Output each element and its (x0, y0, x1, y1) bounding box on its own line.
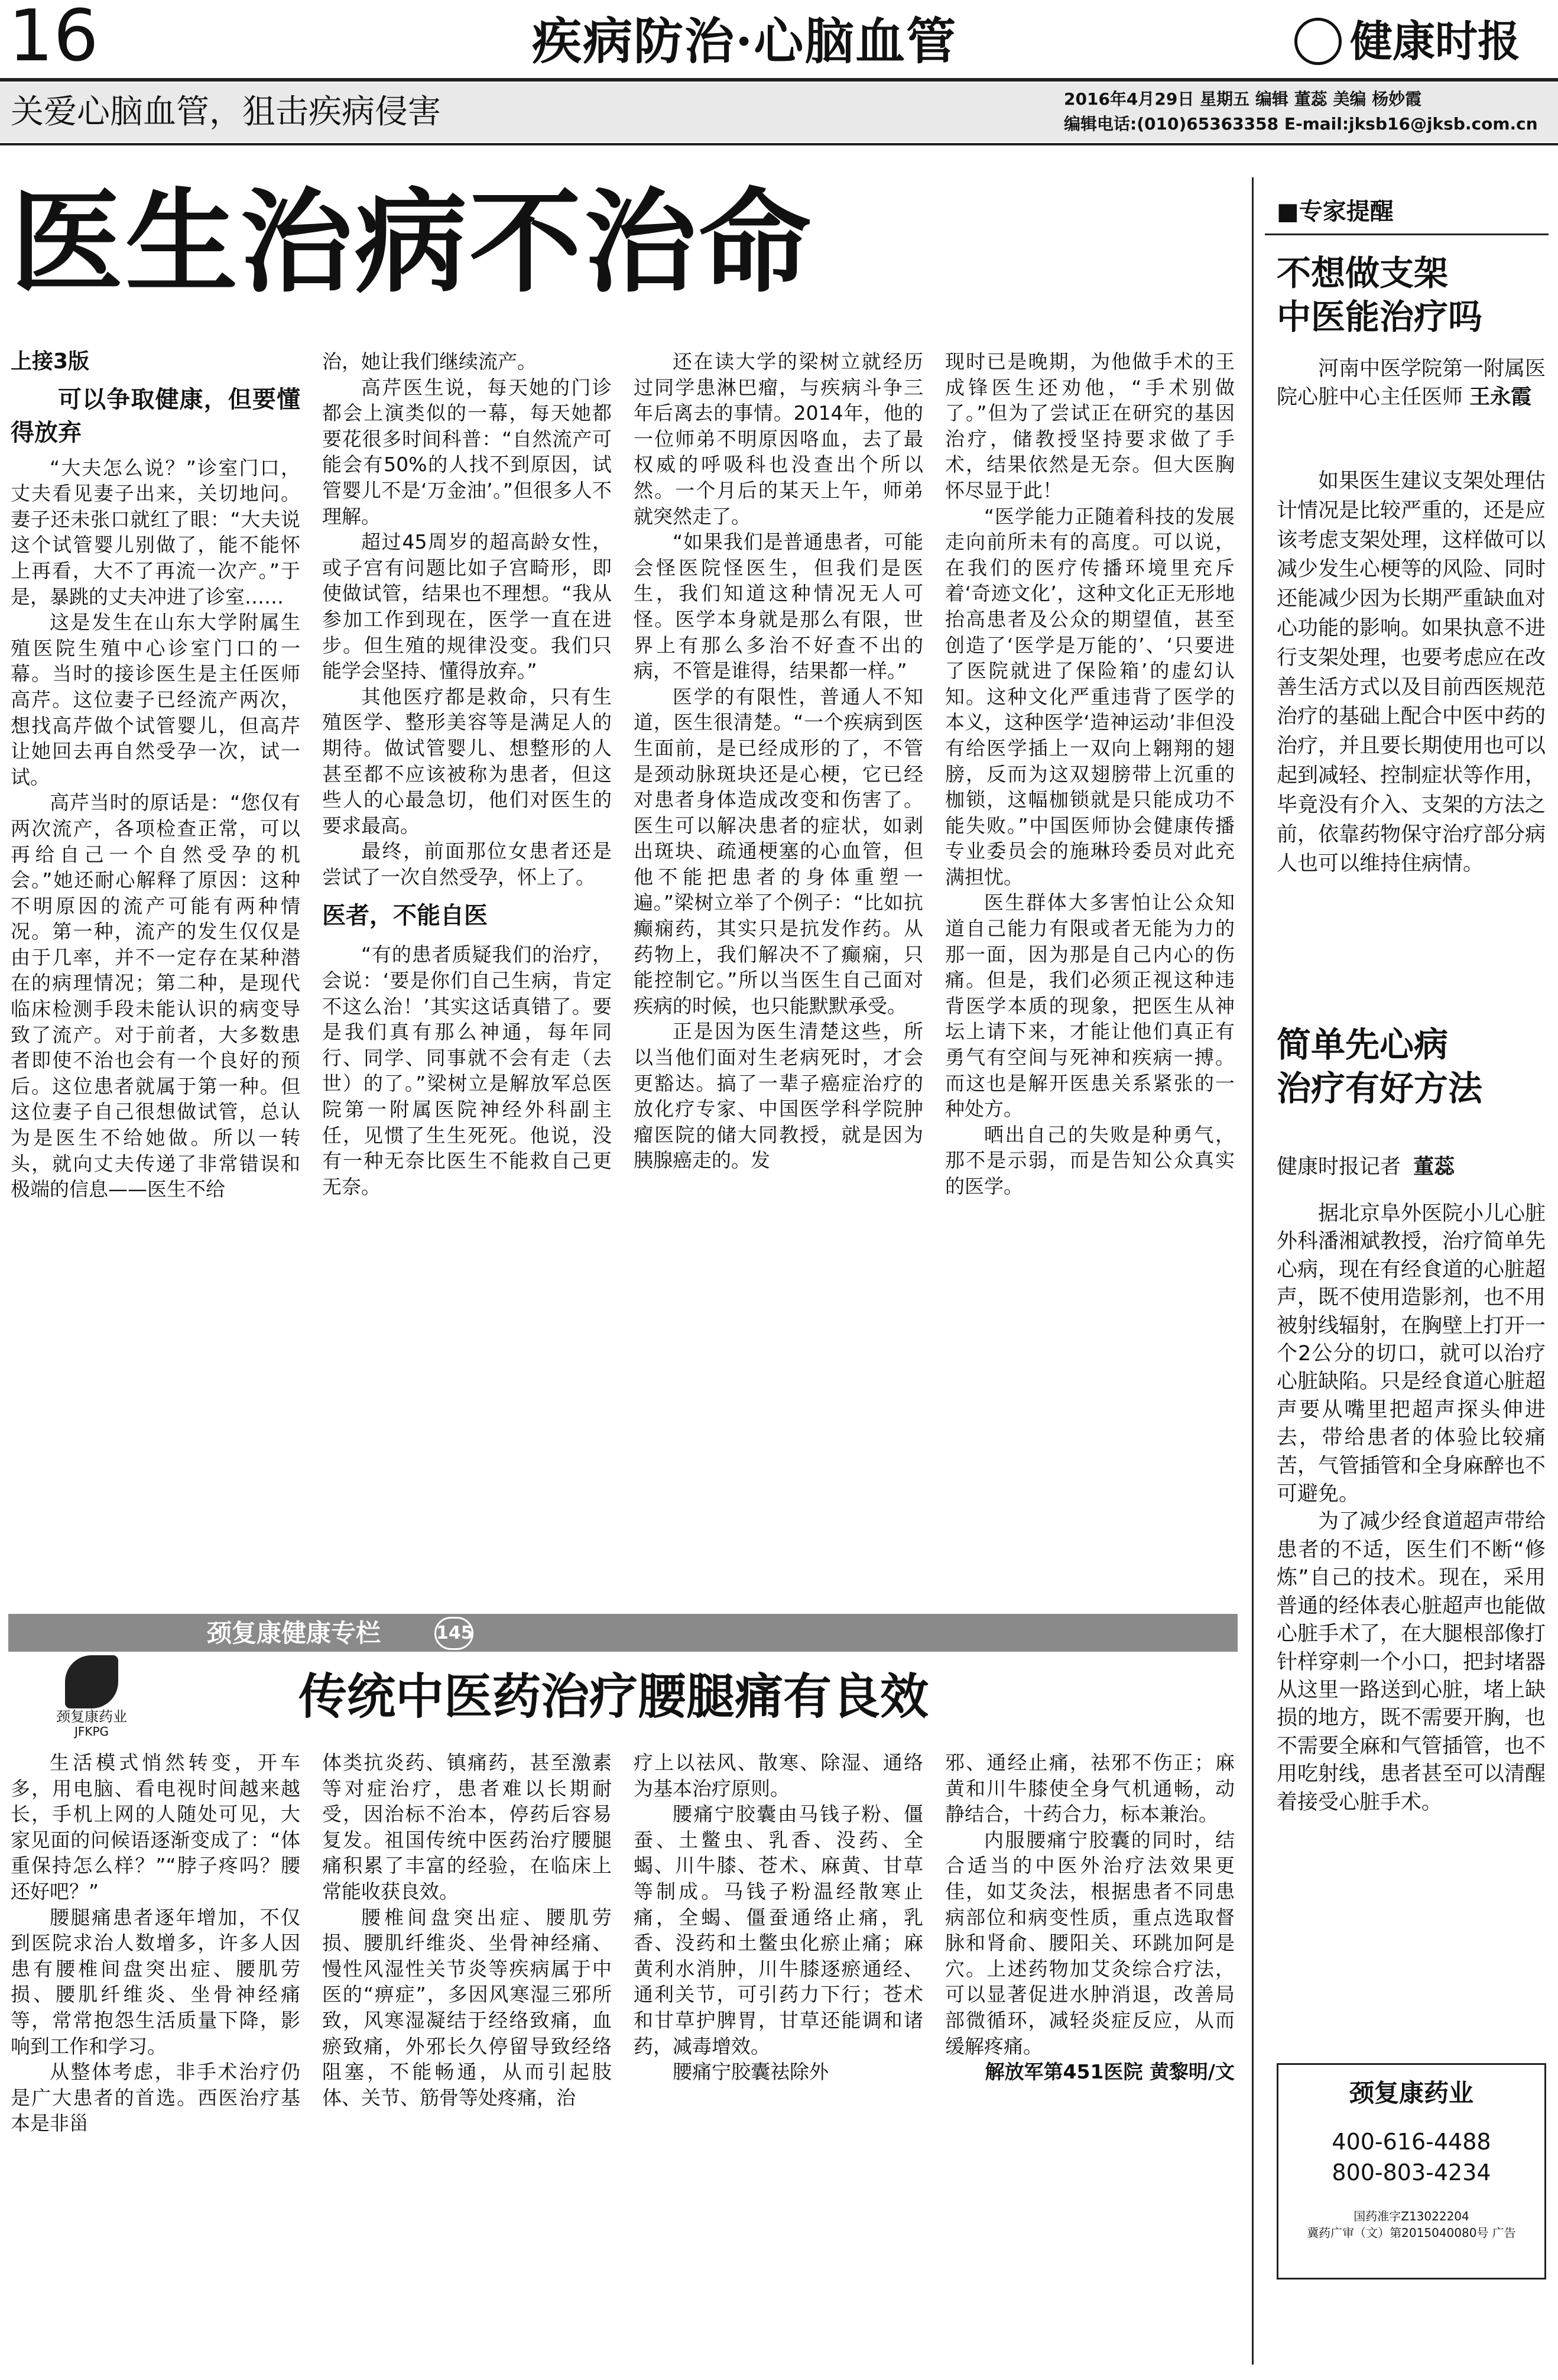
paragraph: 腰椎间盘突出症、腰肌劳损、腰肌纤维炎、坐骨神经痛、慢性风湿性关节炎等疾病属于中医的“痹症”，多因风寒湿三邪所致，风寒湿凝结于经络致痛，血瘀致痛，外邪长久停留导致经络阻塞，不能畅通，从而引起肢体、关节、筋骨等处疼痛，治 (322, 1905, 612, 2109)
section-title: 疾病防治·心脑血管 (532, 12, 957, 70)
subhead-2: 医者，不能自医 (322, 902, 488, 930)
headline-line: 中医能治疗吗 (1277, 297, 1483, 337)
editor-contact: 编辑电话:(010)65363358 E-mail:jksb16@jksb.com.cn (1064, 114, 1538, 134)
masthead-logo-icon (1294, 18, 1342, 65)
main-headline: 医生治病不治命 (11, 176, 814, 308)
sidebar-article1-author (1277, 355, 1546, 411)
paragraph: 邪、通经止痛，祛邪不伤正；麻黄和川牛膝使全身气机通畅，动静结合，十药合力，标本兼治。 (945, 1751, 1235, 1826)
sidebar-article2-body (1277, 1200, 1546, 2051)
author-intro: 河南中医学院第一附属医院心脏中心主任医师 (1277, 357, 1546, 409)
author-name: 王永霞 (1469, 385, 1532, 409)
paragraph: 体类抗炎药、镇痛药，甚至激素等对症治疗，患者难以长期耐受，因治标不治本，停药后容易复发。祖国传统中医药治疗腰腿痛积累了丰富的经验，在临床上常能收获良效。 (322, 1751, 612, 1903)
sidebar-article2-headline (1277, 1023, 1543, 1110)
column-col-2 (322, 1750, 612, 2365)
column-banner-number: 145 (434, 1617, 473, 1650)
paragraph: “大夫怎么说？”诊室门口，丈夫看见妻子出来，关切地问。妻子还未张口就红了眼：“大夫说这个试管婴儿别做了，能不能怀上再看，大不了再流一次产。”于是，暴跳的丈夫冲进了诊室…… (11, 456, 300, 608)
ad-approval: 国药准字Z13022204 (1353, 2209, 1469, 2223)
reporter-name: 董蕊 (1413, 1155, 1455, 1179)
paragraph: 这是发生在山东大学附属生殖医院生殖中心诊室门口的一幕。当时的接诊医生是主任医师高芹。这位妻子已经流产两次，想找高芹做个试管婴儿，但高芹让她回去再自然受孕一次，试一试。 (11, 611, 300, 789)
paragraph: 超过45周岁的超高龄女性，或子宫有问题比如子宫畸形，即使做试管，结果也不理想。“我从参加工作到现在，医学一直在进步。但生殖的规律没变。我们只能学会坚持、懂得放弃。” (322, 530, 612, 683)
paragraph: 为了减少经食道超声带给患者的不适，医生们不断“修炼”自己的技术。现在，采用普通的经体表心脏超声也能做心脏手术了，在大腿根部像打针样穿刺一个小口，把封堵器从这里一路送到心脏，堵上缺损的地方，既不需要开胸，也不需要全麻和气管插管，也不用吃射线，患者甚至可以清醒着接受心脏手术。 (1277, 1510, 1546, 1814)
column-logo-icon (65, 1655, 118, 1708)
headline-line: 不想做支架 (1277, 253, 1449, 293)
column-banner-bar (8, 1614, 1238, 1652)
column-col-3 (634, 1750, 923, 2365)
sidebar-section-label: ■专家提醒 (1277, 198, 1394, 225)
slogan: 关爱心脑血管，狙击疾病侵害 (11, 93, 441, 131)
paragraph: 腰痛宁胶囊祛除外 (673, 2060, 829, 2084)
reporter-label: 健康时报记者 (1277, 1155, 1401, 1179)
sidebar-article2-reporter (1277, 1153, 1455, 1181)
paragraph: 其他医疗都是救命，只有生殖医学、整形美容等是满足人的期待。做试管婴儿、想整形的人甚至都不应该被称为患者，但这些人的心最急切，他们对医生的要求最高。 (322, 685, 612, 837)
column-headline: 传统中医药治疗腰腿痛有良效 (298, 1668, 929, 1725)
date-editors: 2016年4月29日 星期五 编辑 董蕊 美编 杨妙霞 (1064, 89, 1422, 109)
sidebar-article1-headline (1277, 251, 1543, 339)
paragraph: 生活模式悄然转变，开车多，用电脑、看电视时间越来越长，手机上网的人随处可见，大家见面的问候语逐渐变成了：“体重保持怎么样？”“脖子疼吗？腰还好吧？” (11, 1751, 300, 1903)
paragraph: “如果我们是普通患者，可能会怪医院怪医生，但我们是医生，我们知道这种情况无人可怪。医学本身就是那么有限，世界上有那么多治不好查不出的病，不管是谁得，结果都一样。” (634, 530, 923, 683)
paragraph: 治，她让我们继续流产。 (322, 350, 537, 373)
paragraph: 还在读大学的梁树立就经历过同学患淋巴瘤，与疾病斗争三年后离去的事情。2014年，他的一位师弟不明原因咯血，去了最权威的呼吸科也没查出个所以然。一个月后的某天上午，师弟就突然走了。 (634, 350, 923, 528)
column-col-1 (11, 1750, 300, 2365)
ad-brand: 颈复康药业 (1349, 2079, 1473, 2107)
paragraph: 晒出自己的失败是种勇气，那不是示弱，而是告知公众真实的医学。 (945, 1123, 1235, 1198)
paragraph: 疗上以祛风、散寒、除湿、通络为基本治疗原则。 (634, 1751, 923, 1800)
page-number: 16 (8, 0, 99, 77)
headline-line: 治疗有好方法 (1277, 1068, 1483, 1108)
column-logo-sub: JFKPG (74, 1724, 109, 1739)
column-banner-label: 颈复康健康专栏 (207, 1619, 381, 1648)
masthead-logo-text: 健康时报 (1350, 17, 1521, 66)
column-col-4 (945, 1750, 1235, 2365)
paragraph: 高芹医生说，每天她的门诊都会上演类似的一幕，每天她都要花很多时间科普：“自然流产可能会有50%的人找不到原因，试管婴儿不是‘万金油’。”但很多人不理解。 (322, 375, 612, 528)
sidebar-article1-body (1277, 467, 1546, 1011)
paragraph: “有的患者质疑我们的治疗，会说：‘要是你们自己生病，肯定不这么治！’其实这话真错了。要是我们真有那么神通，每年同行、同学、同事就不会有走（去世）的了。”梁树立是解放军总医院第一附属医院神经外科副主任，见惯了生生死死。他说，没有一种无奈比医生不能救自己更无奈。 (322, 943, 612, 1198)
column-logo (24, 1655, 160, 1738)
column-logo-text: 颈复康药业 (56, 1708, 127, 1725)
paragraph: 腰痛宁胶囊由马钱子粉、僵蚕、土鳖虫、乳香、没药、全蝎、川牛膝、苍术、麻黄、甘草等制成。马钱子粉温经散寒止痛，全蝎、僵蚕通络止痛，乳香、没药和土鳖虫化瘀止痛；麻黄利水消肿，川牛膝逐瘀通经、通利关节，可引药力下行；苍术和甘草护脾胃，甘草还能调和诸药，减毒增效。 (634, 1802, 923, 2058)
headline-line: 简单先心病 (1277, 1024, 1449, 1065)
main-col-4 (945, 349, 1235, 1590)
continued-from: 上接3版 (11, 349, 90, 374)
paragraph: 医学的有限性，普通人不知道，医生很清楚。“一个疾病到医生面前，是已经成形的了，不管是颈动脉斑块还是心梗，它已经对患者身体造成改变和伤害了。医生可以解决患者的症状，如剥出斑块、疏通梗塞的心血管，但他不能把患者的身体重塑一遍。”梁树立举了个例子：“比如抗癫痫药，其实只是抗发作药。从药物上，我们解决不了癫痫，只能控制它。”所以当医生自己面对疾病的时候，也只能默默承受。 (634, 685, 923, 1017)
paragraph: 内服腰痛宁胶囊的同时，结合适当的中医外治疗法效果更佳，如艾灸法，根据患者不同患病部位和病变性质，重点选取督脉和肾俞、腰阳关、环跳加阿是穴。上述药物加艾灸综合疗法，可以显著促进水肿消退，改善局部微循环，减轻炎症反应，从而缓解疼痛。 (945, 1828, 1235, 2058)
paragraph: “医学能力正随着科技的发展走向前所未有的高度。可以说，在我们的医疗传播环境里充斥着‘奇迹文化’，这种文化正无形地抬高患者及公众的期望值，甚至创造了‘医学是万能的’、‘只要进了医院就进了保险箱’的虚幻认知。这种文化严重违背了医学的本义，这种医学‘造神运动’非但没有给医学插上一双向上翱翔的翅膀，反而为这双翅膀带上沉重的枷锁，这幅枷锁就是只能成功不能失败。”中国医师协会健康传播专业委员会的施琳玲委员对此充满担忧。 (945, 504, 1235, 889)
main-col-1 (11, 349, 300, 1590)
paragraph: 高芹当时的原话是：“您仅有两次流产，各项检查正常，可以再给自己一个自然受孕的机会。”她还耐心解释了原因：这种不明原因的流产可能有两种情况。第一种，流产的发生仅仅是由于几率，并不一定存在某种潜在的病理情况；第二种，是现代临床检测手段未能认识的病变导致了流产。对于前者，大多数患者即使不治也会有一个良好的预后。这位患者就属于第一种。但这位妻子自己很想做试管，总认为是医生不给她做。所以一转头，就向丈夫传递了非常错误和极端的信息——医生不给 (11, 791, 300, 1201)
ad-license: 冀药广审（文）第2015040080号 广告 (1307, 2226, 1516, 2240)
ad-phone: 400-616-4488 (1332, 2129, 1491, 2155)
main-col-2 (322, 349, 612, 1590)
masthead-logo (1294, 12, 1520, 71)
paragraph: 如果医生建议支架处理估计情况是比较严重的，还是应该考虑支架处理，这样做可以减少发生心梗等的风险、同时还能减少因为长期严重缺血对心功能的影响。如果执意不进行支架处理，也要考虑应在改善生活方式以及目前西医规范治疗的基础上配合中医中药的治疗，并且要长期使用也可以起到减轻、控制症状等作用，毕竟没有介入、支架的方法之前，依靠药物保守治疗部分病人也可以维持住病情。 (1277, 469, 1546, 876)
paragraph: 据北京阜外医院小儿心脏外科潘湘斌教授，治疗简单先心病，现在有经食道的心脏超声，既不使用造影剂，也不用被射线辐射，在胸壁上打开一个2公分的切口，就可以治疗心脏缺陷。只是经食道心脏超声要从嘴里把超声探头伸进去，带给患者的体验比较痛苦，气管插管和全身麻醉也不可避免。 (1277, 1202, 1546, 1506)
ad-box (1277, 2063, 1546, 2280)
column-byline: 解放军第451医院 黄黎明/文 (985, 2060, 1235, 2084)
paragraph: 现时已是晚期，为他做手术的王成锋医生还劝他，“手术别做了。”但为了尝试正在研究的基因治疗，储教授坚持要求做了手术，结果依然是无奈。但大医胸怀尽显于此！ (945, 350, 1235, 502)
main-col-3 (634, 349, 923, 1590)
subhead-1: 可以争取健康，但要懂得放弃 (11, 385, 300, 446)
paragraph: 医生群体大多害怕让公众知道自己能力有限或者无能为力的那一面，因为那是自己内心的伤痛。但是，我们必须正视这种违背医学本质的现象，把医生从神坛上请下来，才能让他们真正有勇气有空间与死神和疾病一搏。而这也是解开医患关系紧张的一种处方。 (945, 891, 1235, 1121)
ad-phone: 800-803-4234 (1332, 2159, 1491, 2186)
paragraph: 腰腿痛患者逐年增加，不仅到医院求治人数增多，许多人因患有腰椎间盘突出症、腰肌劳损、腰肌纤维炎、坐骨神经痛等，常常抱怨生活质量下降，影响到工作和学习。 (11, 1905, 300, 2058)
paragraph: 从整体考虑，非手术治疗仍是广大患者的首选。西医治疗基本是非甾 (11, 2060, 300, 2135)
paragraph: 最终，前面那位女患者还是尝试了一次自然受孕，怀上了。 (322, 839, 612, 889)
paragraph: 正是因为医生清楚这些，所以当他们面对生老病死时，才会更豁达。搞了一辈子癌症治疗的放化疗专家、中国医学科学院肿瘤医院的储大同教授，就是因为胰腺癌走的。发 (634, 1020, 923, 1172)
